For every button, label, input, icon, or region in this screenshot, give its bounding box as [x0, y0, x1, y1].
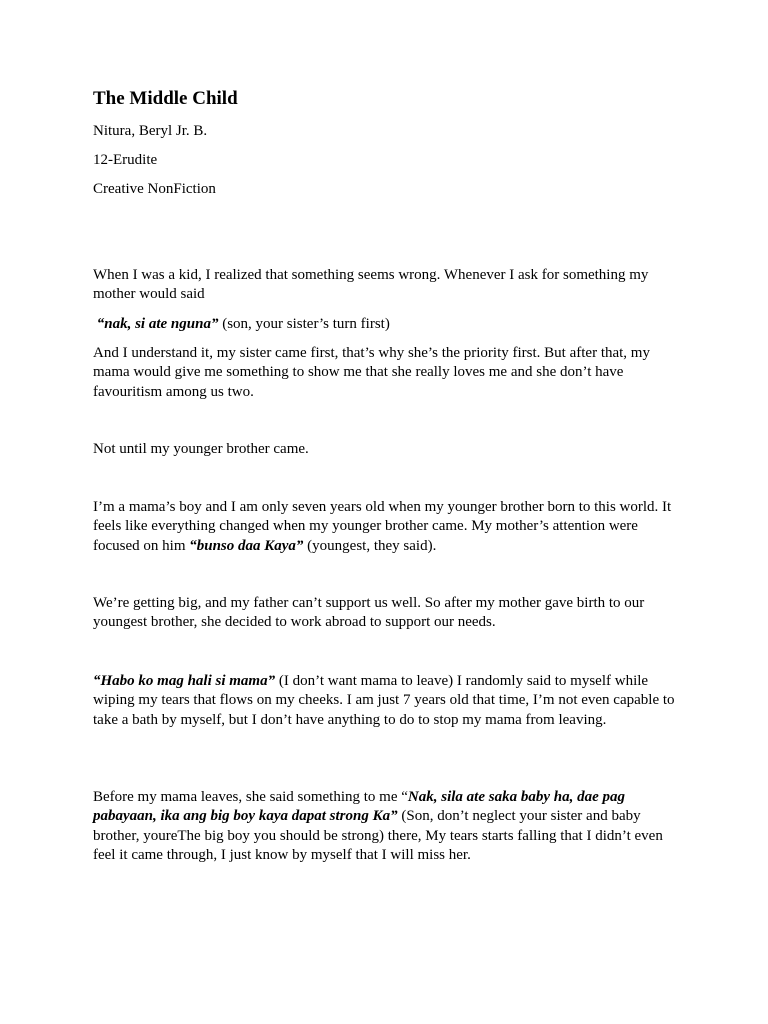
- document-title: The Middle Child: [93, 88, 238, 109]
- paragraph-text: Before my mama leaves, she said something to me “: [93, 789, 408, 805]
- paragraph-6: We’re getting big, and my father can’t support us well. So after my mother gave birth to our youngest brother, she decided to work abroad to support our needs.: [93, 595, 645, 631]
- section-label: 12-Erudite: [93, 152, 158, 168]
- quote-text: “bunso daa Kaya”: [189, 537, 304, 554]
- paragraph-5: [93, 498, 678, 556]
- translation-text: (son, your sister’s turn first): [218, 316, 390, 332]
- author-name: Nitura, Beryl Jr. B.: [93, 123, 208, 139]
- subject-label: Creative NonFiction: [93, 181, 216, 197]
- quote-text: “nak, si ate nguna”: [96, 316, 219, 332]
- paragraph-text: (I don’t want mama to leave) I randomly said to myself while wiping my tears that flows on my cheeks. I am just 7 years old that time, I’m not even capable to take a bath by myself, but I don’t have anything to do to stop my mama from leaving.: [93, 673, 675, 728]
- quote-text: Nak, sila ate saka baby ha, dae pag pabayaan, ika ang big boy kaya dapat strong Ka”: [93, 789, 625, 825]
- paragraph-2: [93, 315, 678, 334]
- paragraph-3: And I understand it, my sister came first, that’s why she’s the priority first. But after that, my mama would give me something to show me that she really loves me and she don’t have favouritism among us two.: [93, 345, 650, 400]
- paragraph-text: I’m a mama’s boy and I am only seven years old when my younger brother born to this world. It feels like everything changed when my younger brother came. My mother’s attention were focused on him: [93, 499, 672, 554]
- paragraph-4: Not until my younger brother came.: [93, 441, 309, 457]
- paragraph-8: [93, 788, 678, 865]
- translation-text: (youngest, they said).: [303, 537, 437, 554]
- paragraph-1: When I was a kid, I realized that something seems wrong. Whenever I ask for something my mother would said: [93, 267, 649, 303]
- quote-text: “Habo ko mag hali si mama”: [93, 673, 276, 689]
- paragraph-text: (Son, don’t neglect your sister and baby brother, youreThe big boy you should be strong) there, My tears starts falling that I didn’t even feel it came through, I just know by myself that I will miss her.: [93, 808, 663, 863]
- paragraph-7: [93, 672, 678, 730]
